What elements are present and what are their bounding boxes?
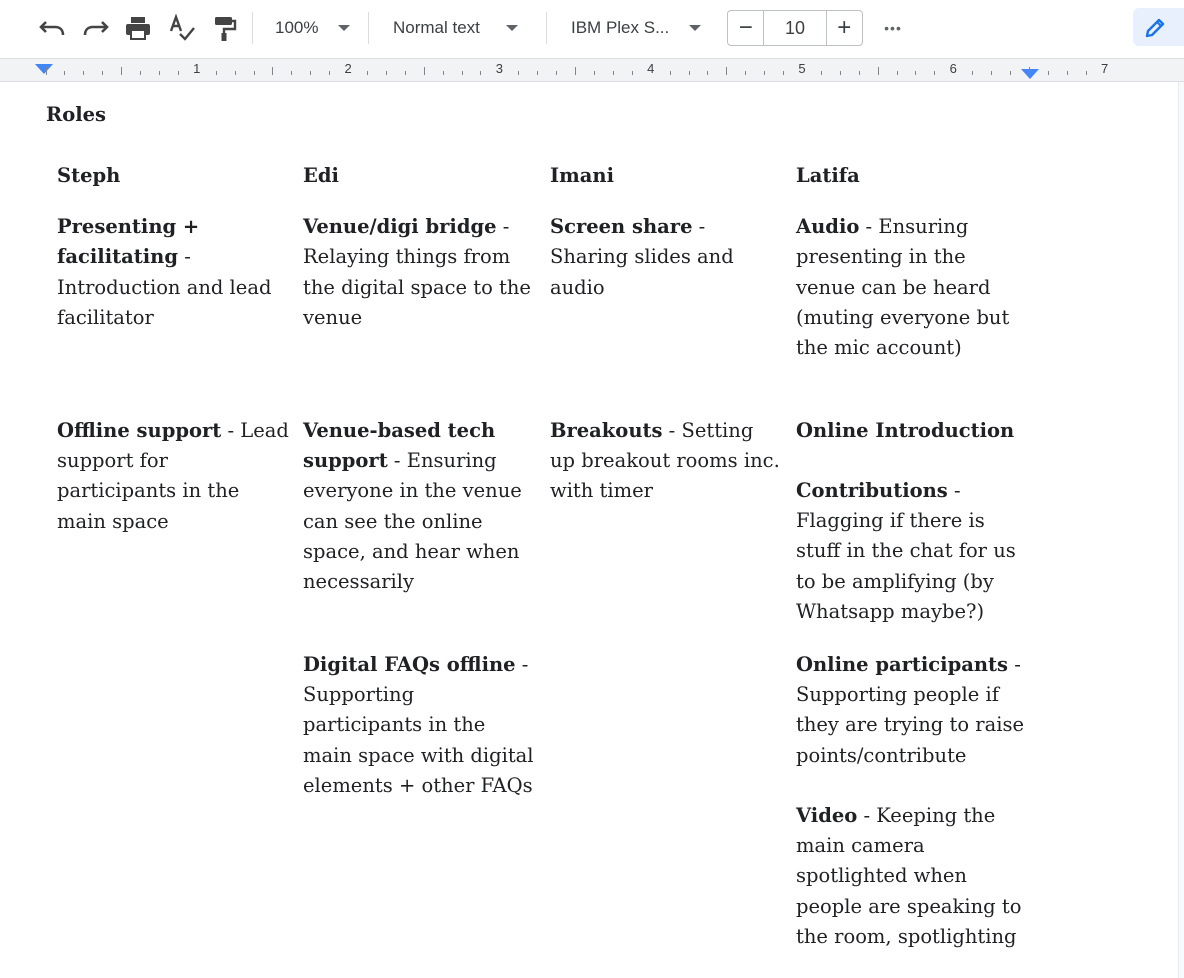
ruler-tick — [386, 71, 387, 75]
role-description: - Relaying things from the digital space to the venue — [303, 215, 531, 329]
page-edge — [1178, 82, 1184, 978]
right-indent-marker[interactable] — [1021, 69, 1039, 79]
ruler-tick — [310, 71, 311, 75]
ruler-tick — [897, 71, 898, 75]
decrease-font-size-button[interactable]: − — [738, 14, 753, 41]
ruler-tick — [613, 71, 614, 75]
ruler-tick — [632, 71, 633, 75]
toolbar-divider — [546, 12, 547, 44]
ruler-tick — [745, 71, 746, 75]
role-item — [57, 212, 289, 333]
ruler-tick — [424, 67, 425, 75]
print-button[interactable] — [120, 10, 156, 46]
ruler-tick — [840, 71, 841, 75]
role-item — [57, 416, 289, 537]
ruler-tick — [216, 71, 217, 75]
paint-format-icon — [212, 14, 238, 42]
chevron-down-icon — [338, 25, 350, 31]
role-title: Breakouts — [550, 419, 663, 442]
ruler-number: 2 — [344, 61, 352, 76]
ruler-tick — [1048, 71, 1049, 75]
role-title: Video — [796, 804, 858, 827]
ruler-tick — [1029, 67, 1030, 75]
role-description: - Supporting people if they are trying to raise points/contribute — [796, 653, 1024, 767]
font-size-stepper — [727, 10, 863, 46]
column-latifa — [796, 161, 1028, 948]
ruler-tick — [991, 71, 992, 75]
spellcheck-icon — [168, 14, 196, 42]
role-item — [796, 212, 1028, 363]
ruler-tick — [575, 67, 576, 75]
ruler-tick — [480, 71, 481, 75]
ruler-number: 7 — [1100, 61, 1109, 76]
person-name: Latifa — [796, 164, 860, 187]
increase-font-size-button[interactable]: + — [837, 14, 852, 41]
ruler-tick — [783, 71, 784, 75]
ruler-tick — [1010, 71, 1011, 75]
ruler-tick — [537, 71, 538, 75]
ruler-tick — [83, 71, 84, 75]
ruler-number: 5 — [798, 61, 806, 76]
ruler-tick — [140, 71, 141, 75]
document-page[interactable] — [0, 82, 1184, 978]
spellcheck-button[interactable] — [164, 10, 200, 46]
ruler-tick — [178, 71, 179, 75]
paint-format-button[interactable] — [207, 10, 243, 46]
column-steph — [57, 161, 289, 533]
person-name: Edi — [303, 164, 339, 187]
more-options-button[interactable]: ••• — [884, 20, 902, 36]
ruler-tick — [518, 71, 519, 75]
role-description: - Keeping the main camera spotlighted when people are speaking to the room, spotlighting — [796, 804, 1022, 948]
role-item — [550, 212, 782, 303]
toolbar — [0, 0, 1184, 58]
zoom-select[interactable] — [266, 10, 362, 46]
role-description: - Ensuring presenting in the venue can be heard (muting everyone but the mic account) — [796, 215, 1010, 360]
role-item — [550, 416, 782, 507]
undo-button[interactable] — [34, 10, 70, 46]
role-title: Audio — [796, 215, 860, 239]
ruler-tick — [726, 67, 727, 75]
ruler-tick — [272, 67, 273, 75]
role-title: Online Introduction — [796, 419, 1015, 442]
ruler-tick — [367, 71, 368, 75]
role-title: Contributions — [796, 479, 948, 502]
ruler-tick — [934, 71, 935, 75]
ruler-tick — [915, 71, 916, 75]
role-title: Digital FAQs offline — [303, 653, 516, 676]
column-imani — [550, 161, 782, 503]
role-title: Screen share — [550, 215, 693, 239]
ruler-tick — [405, 71, 406, 75]
role-item — [303, 416, 535, 597]
print-icon — [124, 15, 152, 41]
toolbar-divider — [368, 12, 369, 44]
undo-icon — [38, 17, 66, 39]
ruler-number: 4 — [647, 61, 655, 76]
chevron-down-icon — [506, 25, 518, 31]
ruler-tick — [46, 67, 47, 75]
ruler-tick — [462, 71, 463, 75]
role-title: Venue-based tech support — [303, 419, 496, 473]
toolbar-divider — [252, 12, 253, 44]
editing-mode-button[interactable] — [1133, 8, 1184, 46]
role-item — [303, 212, 535, 333]
font-value: IBM Plex S... — [571, 18, 670, 37]
role-description: - Sharing slides and audio — [550, 215, 734, 299]
ruler-tick — [689, 71, 690, 75]
role-title: Presenting + facilitating — [57, 215, 200, 269]
column-edi — [303, 161, 535, 797]
ruler-tick — [102, 71, 103, 75]
ruler-number: 6 — [949, 61, 957, 76]
role-description: - Lead support for participants in the main space — [57, 419, 289, 533]
ruler-tick — [707, 71, 708, 75]
ruler[interactable] — [0, 58, 1184, 82]
ruler-tick — [859, 71, 860, 75]
ruler-number: 3 — [495, 61, 504, 76]
ruler-tick — [821, 71, 822, 75]
role-item — [796, 476, 1028, 627]
ruler-tick — [972, 71, 973, 75]
role-item — [796, 416, 1028, 446]
role-title: Online participants — [796, 653, 1009, 676]
ruler-tick — [1067, 71, 1068, 75]
role-title: Venue/digi bridge — [303, 215, 497, 239]
ruler-tick — [764, 71, 765, 75]
ruler-tick — [670, 71, 671, 75]
redo-icon — [82, 17, 110, 39]
document-heading: Roles — [46, 103, 107, 126]
role-title: Offline support — [57, 419, 222, 442]
ruler-tick — [159, 71, 160, 75]
role-description: - Flagging if there is stuff in the chat for us to be amplifying (by Whatsapp maybe?) — [796, 479, 1016, 623]
role-item — [303, 650, 535, 801]
ruler-tick — [878, 67, 879, 75]
role-item — [796, 650, 1028, 771]
ruler-tick — [594, 71, 595, 75]
role-description: - Supporting participants in the main space with digital elements + other FAQs — [303, 653, 534, 797]
redo-button[interactable] — [78, 10, 114, 46]
ruler-tick — [254, 71, 255, 75]
ruler-tick — [235, 71, 236, 75]
paragraph-style-value: Normal text — [393, 18, 480, 37]
pencil-icon — [1143, 16, 1167, 40]
role-description: - Setting up breakout rooms inc. with timer — [550, 419, 780, 503]
font-size-input[interactable]: 10 — [763, 11, 826, 45]
person-name: Steph — [57, 164, 121, 187]
ruler-tick — [291, 71, 292, 75]
ruler-tick — [556, 71, 557, 75]
person-name: Imani — [550, 164, 614, 187]
ruler-tick — [329, 71, 330, 75]
role-description: - Ensuring everyone in the venue can see the online space, and hear when necessarily — [303, 449, 522, 594]
ruler-number: 1 — [193, 61, 201, 76]
ruler-tick — [64, 71, 65, 75]
font-select[interactable] — [558, 10, 718, 46]
role-description: - Introduction and lead facilitator — [57, 245, 272, 329]
paragraph-style-select[interactable] — [380, 10, 540, 46]
left-indent-marker[interactable] — [35, 64, 53, 74]
role-item — [796, 801, 1028, 952]
ruler-tick — [121, 67, 122, 75]
zoom-value: 100% — [275, 18, 319, 37]
ruler-tick — [1086, 71, 1087, 75]
chevron-down-icon — [689, 25, 701, 31]
ruler-tick — [443, 71, 444, 75]
